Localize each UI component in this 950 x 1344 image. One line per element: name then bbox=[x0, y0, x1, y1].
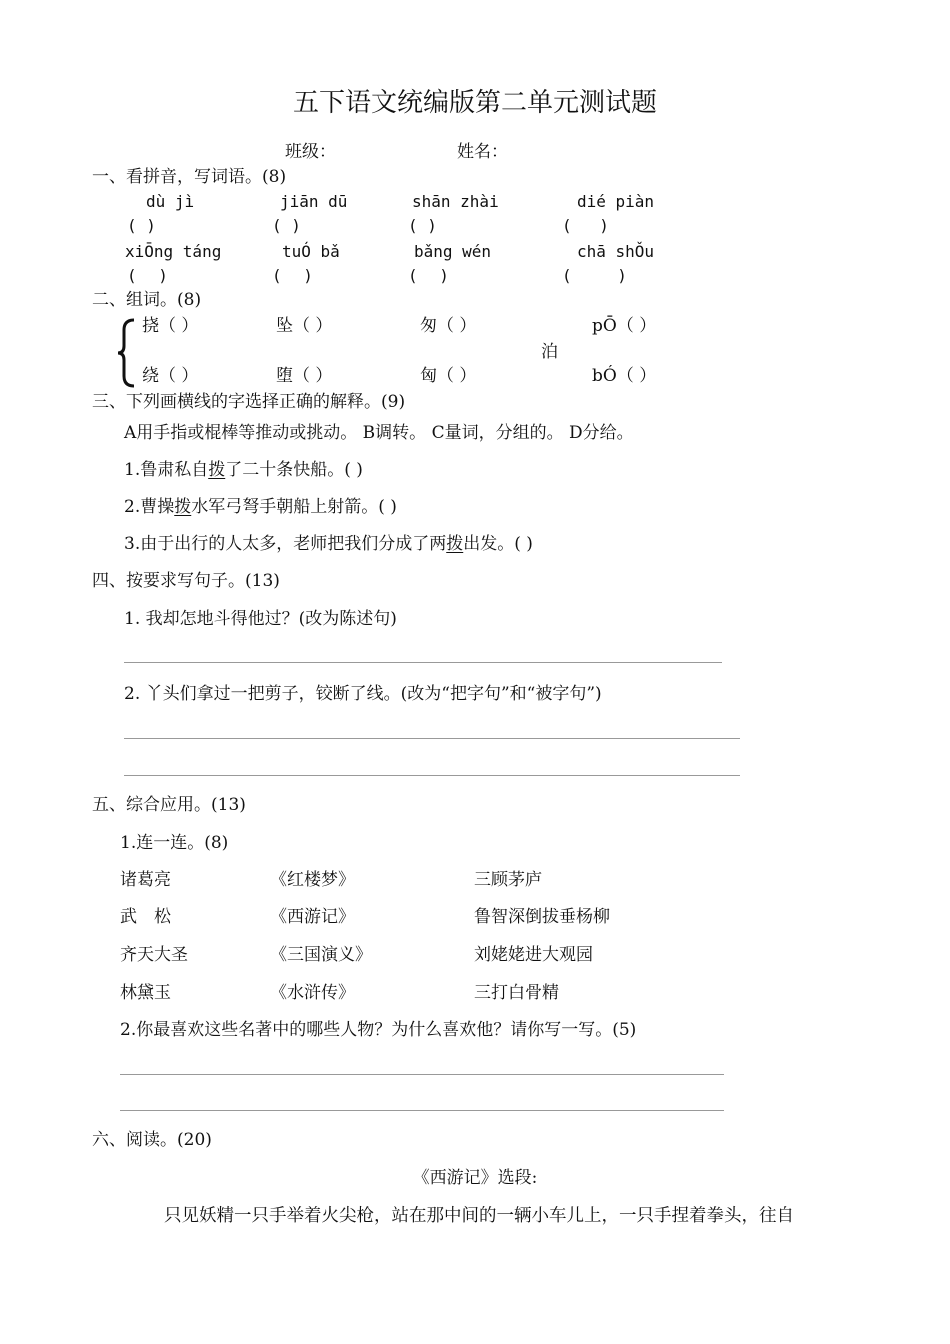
match-col2-item: 《三国演义》 bbox=[270, 945, 372, 965]
question-3-1: 1.鲁肃私自拨了二十条快船。( ) bbox=[124, 460, 363, 480]
group-word-top-4: pŌ（ ） bbox=[592, 316, 657, 336]
answer-line[interactable] bbox=[124, 775, 740, 776]
passage-text: 只见妖精一只手举着火尖枪，站在那中间的一辆小车儿上，一只手捏着拳头，往自 bbox=[164, 1206, 794, 1226]
subquestion-5-2: 2.你最喜欢这些名著中的哪些人物？为什么喜欢他？请你写一写。(5) bbox=[120, 1020, 637, 1040]
section-2-heading: 二、组词。(8) bbox=[92, 290, 202, 310]
match-col2-item: 《水浒传》 bbox=[270, 983, 355, 1003]
brace-icon bbox=[116, 318, 138, 388]
answer-paren: ( ) bbox=[408, 266, 449, 285]
section-6-heading: 六、阅读。(20) bbox=[92, 1130, 212, 1150]
question-3-3: 3.由于出行的人太多，老师把我们分成了两拨出发。( ) bbox=[124, 534, 533, 554]
answer-paren: ( ) bbox=[562, 216, 609, 235]
group-word-bottom-2: 堕（ ） bbox=[276, 366, 333, 386]
section-3-heading: 三、下列画横线的字选择正确的解释。(9) bbox=[92, 392, 406, 412]
match-col1-item: 武 松 bbox=[120, 907, 171, 927]
match-col2-item: 《西游记》 bbox=[270, 907, 355, 927]
subquestion-5-1: 1.连一连。(8) bbox=[120, 833, 229, 853]
pinyin-8: chā shǑu bbox=[577, 242, 655, 261]
pinyin-3: shān zhài bbox=[412, 192, 499, 211]
section-5-heading: 五、综合应用。(13) bbox=[92, 795, 246, 815]
passage-title: 《西游记》选段: bbox=[412, 1168, 538, 1188]
name-label: 姓名： bbox=[457, 142, 508, 162]
page-title: 五下语文统编版第二单元测试题 bbox=[292, 88, 657, 118]
answer-line[interactable] bbox=[120, 1074, 724, 1075]
options-line: A用手指或棍棒等推动或挑动。 B调转。 C量词，分组的。 D分给。 bbox=[124, 423, 634, 443]
answer-line[interactable] bbox=[124, 738, 740, 739]
match-col1-item: 林黛玉 bbox=[120, 983, 171, 1003]
question-4-2: 2. 丫头们拿过一把剪子，铰断了线。(改为“把字句”和“被字句”) bbox=[124, 684, 602, 704]
section-1-heading: 一、看拼音，写词语。(8) bbox=[92, 167, 287, 187]
group-word-top-2: 坠（ ） bbox=[276, 316, 333, 336]
pinyin-5: xiŌng táng bbox=[125, 242, 222, 261]
match-col1-item: 齐天大圣 bbox=[120, 945, 188, 965]
answer-paren: ( ) bbox=[272, 216, 301, 235]
match-col3-item: 三顾茅庐 bbox=[474, 870, 542, 890]
match-col3-item: 刘姥姥进大观园 bbox=[474, 945, 593, 965]
pinyin-7: bǎng wén bbox=[414, 242, 492, 261]
pinyin-1: dù jì bbox=[146, 192, 195, 211]
answer-paren: ( ) bbox=[127, 266, 168, 285]
group-word-mid: 泊 bbox=[541, 342, 558, 362]
answer-line[interactable] bbox=[124, 662, 722, 663]
class-label: 班级： bbox=[285, 142, 336, 162]
match-col1-item: 诸葛亮 bbox=[120, 870, 171, 890]
answer-paren: ( ) bbox=[408, 216, 437, 235]
pinyin-2: jiān dū bbox=[280, 192, 348, 211]
match-col3-item: 鲁智深倒拔垂杨柳 bbox=[474, 907, 610, 927]
answer-paren: ( ) bbox=[127, 216, 156, 235]
match-col3-item: 三打白骨精 bbox=[474, 983, 559, 1003]
match-col2-item: 《红楼梦》 bbox=[270, 870, 355, 890]
answer-paren: ( ) bbox=[272, 266, 313, 285]
group-word-top-3: 匆（ ） bbox=[420, 316, 477, 336]
answer-line[interactable] bbox=[120, 1110, 724, 1111]
pinyin-4: dié piàn bbox=[577, 192, 655, 211]
group-word-bottom-3: 匈（ ） bbox=[420, 366, 477, 386]
group-word-bottom-1: 绕（ ） bbox=[142, 366, 199, 386]
group-word-bottom-4: bÓ（ ） bbox=[592, 366, 657, 386]
answer-paren: ( ) bbox=[562, 266, 627, 285]
question-3-2: 2.曹操拨水军弓弩手朝船上射箭。( ) bbox=[124, 497, 397, 517]
pinyin-6: tuÓ bǎ bbox=[282, 242, 340, 261]
question-4-1: 1. 我却怎地斗得他过？(改为陈述句) bbox=[124, 609, 397, 629]
section-4-heading: 四、按要求写句子。(13) bbox=[92, 571, 280, 591]
group-word-top-1: 挠（ ） bbox=[142, 316, 199, 336]
